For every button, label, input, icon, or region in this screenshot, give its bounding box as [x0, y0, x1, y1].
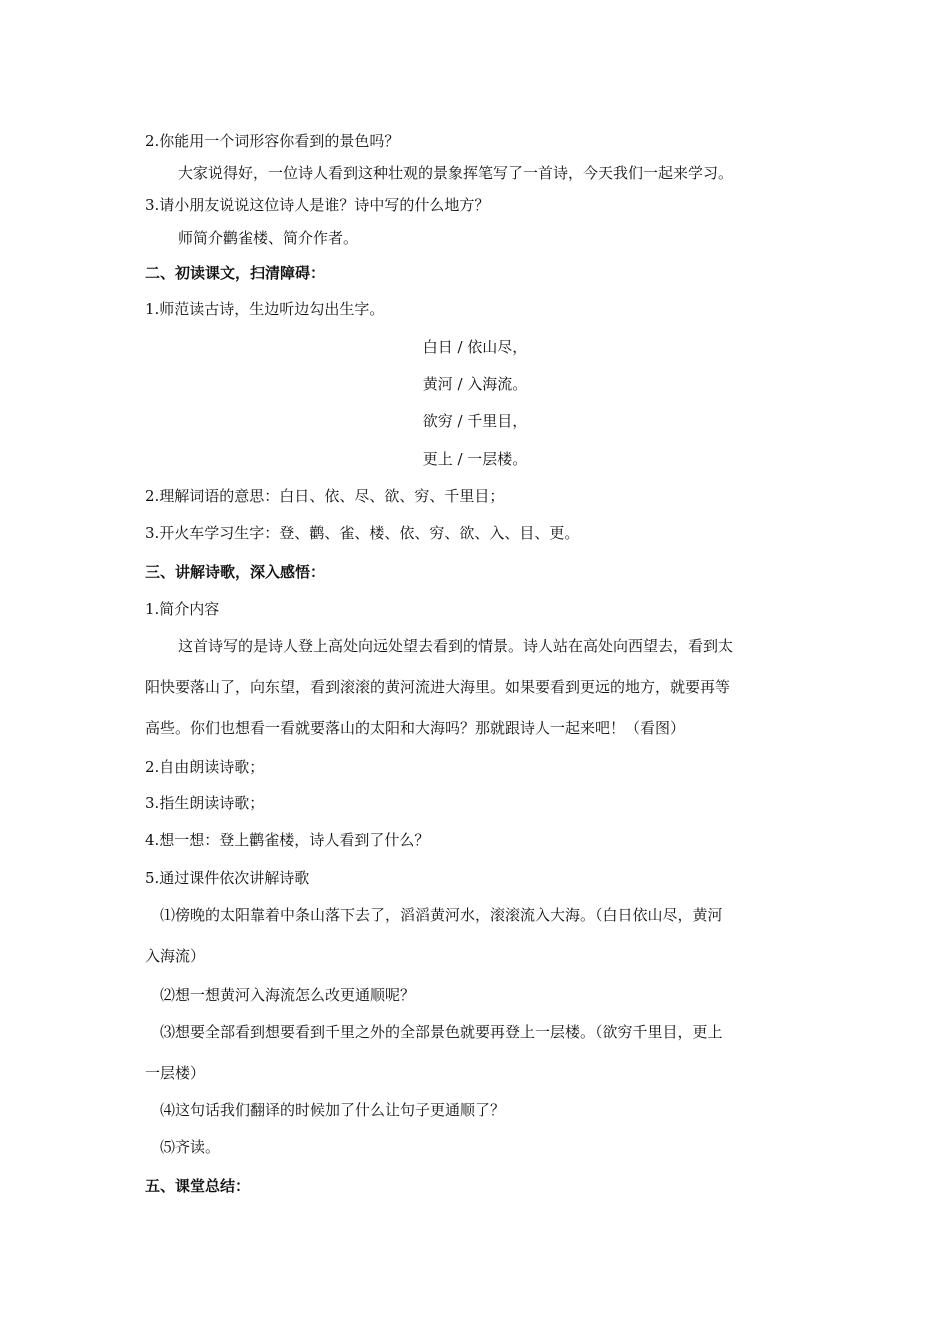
section-3-heading: 三、讲解诗歌，深入感悟： [145, 563, 326, 581]
poem-line-2: 黄河 / 入海流。 [422, 375, 528, 393]
poem-line-4: 更上 / 一层楼。 [422, 450, 528, 468]
section-5-heading: 五、课堂总结： [145, 1177, 251, 1195]
section-3-item-5: 5.通过课件依次讲解诗歌 [145, 869, 310, 887]
section-3-item-1: 1.简介内容 [145, 600, 220, 618]
sub-item-1-cont: 入海流） [145, 947, 206, 965]
poem-line-3: 欲穷 / 千里目， [422, 412, 528, 430]
question-2-response: 大家说得好，一位诗人看到这种壮观的景象挥笔写了一首诗，今天我们一起来学习。 [178, 164, 734, 182]
sub-item-2: ⑵想一想黄河入海流怎么改更通顺呢？ [160, 986, 416, 1004]
question-3-response: 师简介鹳雀楼、简介作者。 [178, 229, 359, 247]
section-3-item-2: 2.自由朗读诗歌； [145, 758, 265, 776]
section-3-item-3: 3.指生朗读诗歌； [145, 794, 265, 812]
intro-paragraph-line-1: 这首诗写的是诗人登上高处向远处望去看到的情景。诗人站在高处向西望去，看到太 [178, 637, 734, 655]
section-2-heading: 二、初读课文，扫清障碍： [145, 264, 326, 282]
section-2-item-3: 3.开火车学习生字：登、鹳、雀、楼、依、穷、欲、入、目、更。 [145, 524, 580, 542]
intro-paragraph-line-3: 高些。你们也想看一看就要落山的太阳和大海吗？那就跟诗人一起来吧！（看图） [145, 719, 686, 737]
section-3-item-4: 4.想一想：登上鹳雀楼，诗人看到了什么？ [145, 831, 430, 849]
sub-item-1: ⑴傍晚的太阳靠着中条山落下去了，滔滔黄河水，滚滚流入大海。（白日依山尽，黄河 [160, 906, 723, 924]
sub-item-4: ⑷这句话我们翻译的时候加了什么让句子更通顺了？ [160, 1101, 506, 1119]
poem-line-1: 白日 / 依山尽， [422, 338, 528, 356]
intro-paragraph-line-2: 阳快要落山了，向东望，看到滚滚的黄河流进大海里。如果要看到更远的地方，就要再等 [145, 678, 731, 696]
sub-item-3-cont: 一层楼） [145, 1064, 206, 1082]
sub-item-3: ⑶想要全部看到想要看到千里之外的全部景色就要再登上一层楼。（欲穷千里目，更上 [160, 1023, 723, 1041]
sub-item-5: ⑸齐读。 [160, 1138, 221, 1156]
question-3: 3.请小朋友说说这位诗人是谁？诗中写的什么地方？ [145, 196, 490, 214]
section-2-item-1: 1.师范读古诗，生边听边勾出生字。 [145, 300, 385, 318]
section-2-item-2: 2.理解词语的意思：白日、依、尽、欲、穷、千里目； [145, 487, 505, 505]
question-2: 2.你能用一个词形容你看到的景色吗？ [145, 132, 400, 150]
